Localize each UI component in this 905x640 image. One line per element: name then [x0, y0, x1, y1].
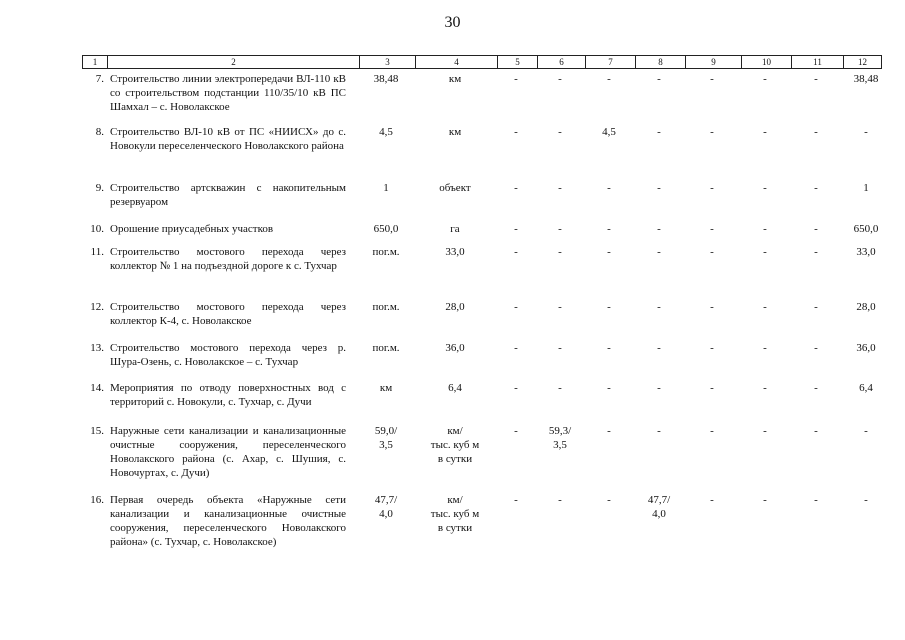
row-col-12: - — [864, 425, 868, 437]
header-col-3: 3 — [359, 56, 415, 68]
row-col-10: - — [763, 182, 767, 194]
row-col-6: - — [558, 382, 562, 394]
row-col-3: 59,0/ 3,5 — [374, 425, 398, 451]
row-name: Строительство ВЛ-10 кВ от ПС «НИИСХ» до с. Новокули переселенческого Новолакского района — [110, 126, 346, 152]
row-col-12: 28,0 — [856, 301, 876, 313]
row-col-8: 47,7/ 4,0 — [647, 494, 671, 520]
row-col-6: - — [558, 126, 562, 138]
row-col-8: - — [657, 301, 661, 313]
row-col-12: 33,0 — [856, 246, 876, 258]
row-col-7: - — [607, 223, 611, 235]
row-col-11: - — [814, 301, 818, 313]
table-header — [82, 55, 882, 69]
row-col-10: - — [763, 494, 767, 506]
row-col-4: га — [450, 223, 460, 235]
row-number: 14. — [90, 382, 104, 394]
row-col-5: - — [514, 73, 518, 85]
row-col-3: 4,5 — [379, 126, 393, 138]
header-col-2: 2 — [107, 56, 359, 68]
row-col-6: - — [558, 342, 562, 354]
row-col-6: - — [558, 73, 562, 85]
row-col-4: 33,0 — [445, 246, 465, 258]
row-col-5: - — [514, 342, 518, 354]
row-col-3: пог.м. — [372, 342, 400, 354]
row-col-12: 6,4 — [859, 382, 873, 394]
header-col-1: 1 — [92, 57, 98, 67]
row-col-9: - — [710, 73, 714, 85]
row-col-7: - — [607, 73, 611, 85]
row-col-5: - — [514, 425, 518, 437]
row-col-8: - — [657, 182, 661, 194]
row-col-4: объект — [439, 182, 471, 194]
row-col-4: км/ тыс. куб м в сутки — [430, 494, 480, 534]
row-col-12: 38,48 — [853, 73, 879, 85]
row-col-5: - — [514, 382, 518, 394]
row-col-8: - — [657, 382, 661, 394]
row-col-9: - — [710, 223, 714, 235]
row-number: 11. — [90, 246, 104, 258]
row-col-12: 36,0 — [856, 342, 876, 354]
header-col-10: 10 — [741, 56, 791, 68]
row-col-9: - — [710, 382, 714, 394]
page-number: 30 — [444, 14, 461, 31]
row-col-11: - — [814, 246, 818, 258]
row-col-4: км — [448, 73, 462, 85]
row-name: Строительство артскважин с накопительным резервуаром — [110, 182, 346, 208]
row-number: 15. — [90, 425, 104, 437]
row-col-10: - — [763, 223, 767, 235]
row-col-8: - — [657, 246, 661, 258]
row-col-11: - — [814, 425, 818, 437]
row-col-4: 28,0 — [445, 301, 465, 313]
row-name: Наружные сети канализации и канализационные очистные сооружения, переселенческого Новолакского района (с. Ахар, с. Шушия, с. Новочуртах, с. Дучи) — [110, 425, 346, 479]
row-col-9: - — [710, 126, 714, 138]
row-col-7: - — [607, 246, 611, 258]
header-col-5: 5 — [497, 56, 537, 68]
row-col-11: - — [814, 126, 818, 138]
row-col-8: - — [657, 342, 661, 354]
row-col-5: - — [514, 182, 518, 194]
row-col-10: - — [763, 73, 767, 85]
row-col-7: - — [607, 301, 611, 313]
row-col-8: - — [657, 126, 661, 138]
row-col-8: - — [657, 425, 661, 437]
row-col-4: 36,0 — [445, 342, 465, 354]
row-col-11: - — [814, 494, 818, 506]
row-col-11: - — [814, 342, 818, 354]
row-col-7: - — [607, 182, 611, 194]
row-name: Строительство мостового перехода через коллектор К-4, с. Новолакское — [110, 301, 346, 327]
header-col-9: 9 — [685, 56, 741, 68]
row-col-9: - — [710, 246, 714, 258]
row-number: 7. — [95, 73, 104, 85]
row-col-7: - — [607, 342, 611, 354]
header-col-12: 12 — [843, 56, 881, 68]
row-name: Строительство линии электропередачи ВЛ-110 кВ со строительством подстанции 110/35/10 кВ ПС Шамхал – с. Новолакское — [110, 73, 346, 113]
header-col-4: 4 — [415, 56, 497, 68]
header-col-11: 11 — [791, 56, 843, 68]
row-col-8: - — [657, 223, 661, 235]
row-col-7: - — [607, 425, 611, 437]
row-name: Орошение приусадебных участков — [110, 223, 274, 235]
row-col-11: - — [814, 73, 818, 85]
row-col-4: 6,4 — [448, 382, 462, 394]
row-col-9: - — [710, 301, 714, 313]
row-col-3: км — [379, 382, 393, 394]
row-col-7: - — [607, 382, 611, 394]
row-col-12: 1 — [863, 182, 869, 194]
row-col-10: - — [763, 382, 767, 394]
row-col-5: - — [514, 246, 518, 258]
row-name: Строительство мостового перехода через коллектор № 1 на подъездной дороге к с. Тухчар — [110, 246, 346, 272]
row-col-3: пог.м. — [372, 246, 400, 258]
row-name: Строительство мостового перехода через р. Шура-Озень, с. Новолакское – с. Тухчар — [110, 342, 346, 368]
row-number: 10. — [90, 223, 104, 235]
row-number: 12. — [90, 301, 104, 313]
row-col-8: - — [657, 73, 661, 85]
row-name: Первая очередь объекта «Наружные сети канализации и канализационные очистные сооружения, переселенческого Новолакского района» (с. Тухчар, с. Новолакское) — [110, 494, 346, 548]
row-col-6: - — [558, 494, 562, 506]
row-col-9: - — [710, 494, 714, 506]
row-col-6: - — [558, 182, 562, 194]
row-col-6: - — [558, 301, 562, 313]
row-col-10: - — [763, 246, 767, 258]
row-col-11: - — [814, 223, 818, 235]
row-col-6: 59,3/ 3,5 — [548, 425, 572, 451]
row-number: 16. — [90, 494, 104, 506]
row-col-3: 38,48 — [373, 73, 399, 85]
row-col-3: 650,0 — [373, 223, 399, 235]
row-col-7: - — [607, 494, 611, 506]
row-col-10: - — [763, 425, 767, 437]
row-col-5: - — [514, 494, 518, 506]
row-col-7: 4,5 — [602, 126, 616, 138]
row-col-4: км — [448, 126, 462, 138]
row-col-5: - — [514, 126, 518, 138]
row-col-3: пог.м. — [372, 301, 400, 313]
row-col-10: - — [763, 126, 767, 138]
row-col-9: - — [710, 425, 714, 437]
row-col-5: - — [514, 223, 518, 235]
header-col-8: 8 — [635, 56, 685, 68]
row-col-12: 650,0 — [853, 223, 879, 235]
row-col-3: 1 — [383, 182, 389, 194]
row-col-12: - — [864, 494, 868, 506]
header-col-7: 7 — [585, 56, 635, 68]
row-col-11: - — [814, 182, 818, 194]
row-number: 13. — [90, 342, 104, 354]
row-col-4: км/ тыс. куб м в сутки — [430, 425, 480, 465]
row-col-10: - — [763, 342, 767, 354]
row-col-11: - — [814, 382, 818, 394]
row-number: 8. — [95, 126, 104, 138]
row-col-6: - — [558, 223, 562, 235]
row-col-10: - — [763, 301, 767, 313]
row-col-9: - — [710, 182, 714, 194]
row-col-5: - — [514, 301, 518, 313]
row-number: 9. — [95, 182, 104, 194]
row-col-9: - — [710, 342, 714, 354]
header-col-6: 6 — [537, 56, 585, 68]
row-col-6: - — [558, 246, 562, 258]
row-col-12: - — [864, 126, 868, 138]
row-name: Мероприятия по отводу поверхностных вод с территорий с. Новокули, с. Тухчар, с. Дучи — [110, 382, 346, 408]
row-col-3: 47,7/ 4,0 — [374, 494, 398, 520]
